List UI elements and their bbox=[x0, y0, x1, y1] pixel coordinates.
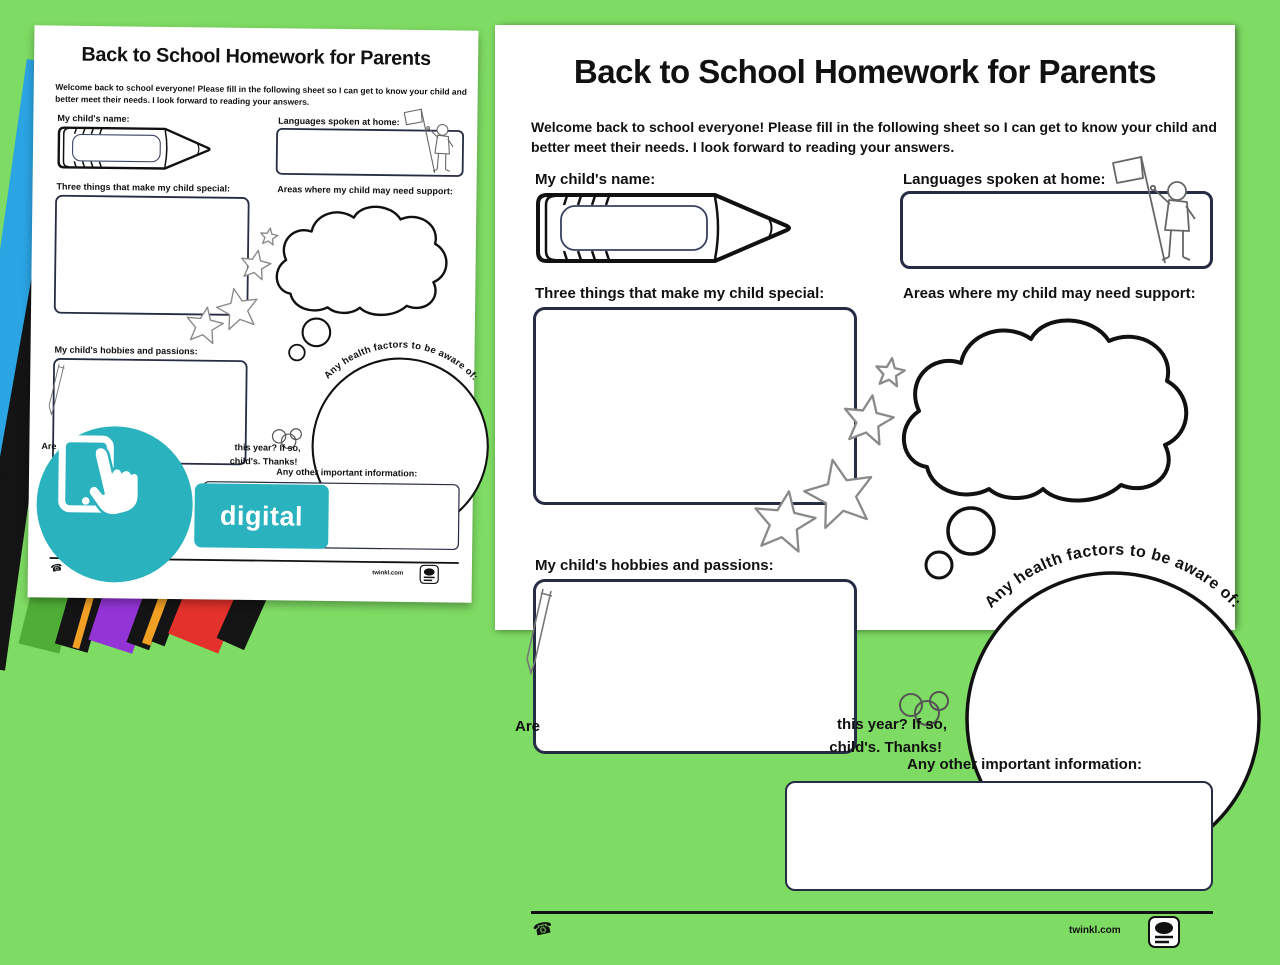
child-name-label: My child's name: bbox=[57, 113, 130, 125]
stars-icon bbox=[740, 355, 915, 555]
languages-label: Languages spoken at home: bbox=[903, 171, 1106, 188]
twinkl-logo bbox=[1147, 915, 1181, 949]
question-fragment-left: Are bbox=[41, 441, 57, 452]
special-label: Three things that make my child special: bbox=[535, 285, 825, 302]
worksheet-page-large bbox=[495, 25, 1245, 940]
website-text: twinkl.com bbox=[1069, 925, 1121, 936]
digital-badge-circle bbox=[36, 425, 194, 583]
pencil-icon bbox=[533, 189, 800, 267]
digital-badge bbox=[194, 483, 329, 549]
hobbies-label: My child's hobbies and passions: bbox=[54, 344, 198, 357]
question-fragment-line2: child's. Thanks! bbox=[829, 739, 942, 756]
flag-person-icon bbox=[400, 105, 458, 178]
question-fragment-left: Are bbox=[515, 718, 541, 735]
website-text: twinkl.com bbox=[372, 569, 404, 577]
sketch-pencil-icon bbox=[513, 581, 553, 681]
health-label-text: Any health factors to be aware of: bbox=[981, 541, 1245, 612]
special-label: Three things that make my child special: bbox=[56, 181, 231, 194]
worksheet-title: Back to School Homework for Parents bbox=[573, 53, 1157, 90]
question-fragment-line1: this year? If so, bbox=[234, 442, 301, 454]
worksheet-page-small bbox=[28, 25, 479, 602]
stars-icon bbox=[178, 225, 284, 346]
languages-label: Languages spoken at home: bbox=[278, 115, 400, 128]
digital-badge-label: digital bbox=[219, 500, 304, 532]
worksheet-intro: Welcome back to school everyone! Please fill in the following sheet so I can get to know your child and better meet their needs. I look forward to reading your answers. bbox=[55, 81, 467, 107]
health-label-text: Any health factors to be aware of: bbox=[322, 339, 480, 383]
child-name-label: My child's name: bbox=[535, 171, 656, 188]
phone-icon: ☎ bbox=[49, 562, 64, 575]
worksheet-intro: Welcome back to school everyone! Please fill in the following sheet so I can get to know your child and better meet their needs. I look forward to reading your answers. bbox=[531, 119, 1217, 156]
pencil-icon bbox=[56, 124, 217, 173]
support-label: Areas where my child may need support: bbox=[277, 184, 453, 197]
worksheet-title: Back to School Homework for Parents bbox=[81, 42, 431, 70]
support-label: Areas where my child may need support: bbox=[903, 285, 1196, 302]
tablet-touch-icon bbox=[36, 425, 194, 583]
question-fragment-line2: child's. Thanks! bbox=[229, 456, 298, 468]
question-fragment-line1: this year? If so, bbox=[836, 716, 947, 733]
twinkl-logo bbox=[419, 564, 440, 585]
other-info-answer-box bbox=[785, 781, 1213, 891]
hobbies-answer-box bbox=[533, 579, 857, 754]
worksheet bbox=[495, 25, 1245, 965]
footer-divider bbox=[531, 911, 1213, 914]
phone-icon: ☎ bbox=[531, 919, 555, 940]
hobbies-label: My child's hobbies and passions: bbox=[535, 557, 774, 574]
other-info-label: Any other important information: bbox=[276, 466, 418, 479]
flag-person-icon bbox=[1107, 151, 1202, 271]
sketch-pencil-icon bbox=[41, 359, 66, 419]
other-info-label: Any other important information: bbox=[907, 756, 1142, 773]
